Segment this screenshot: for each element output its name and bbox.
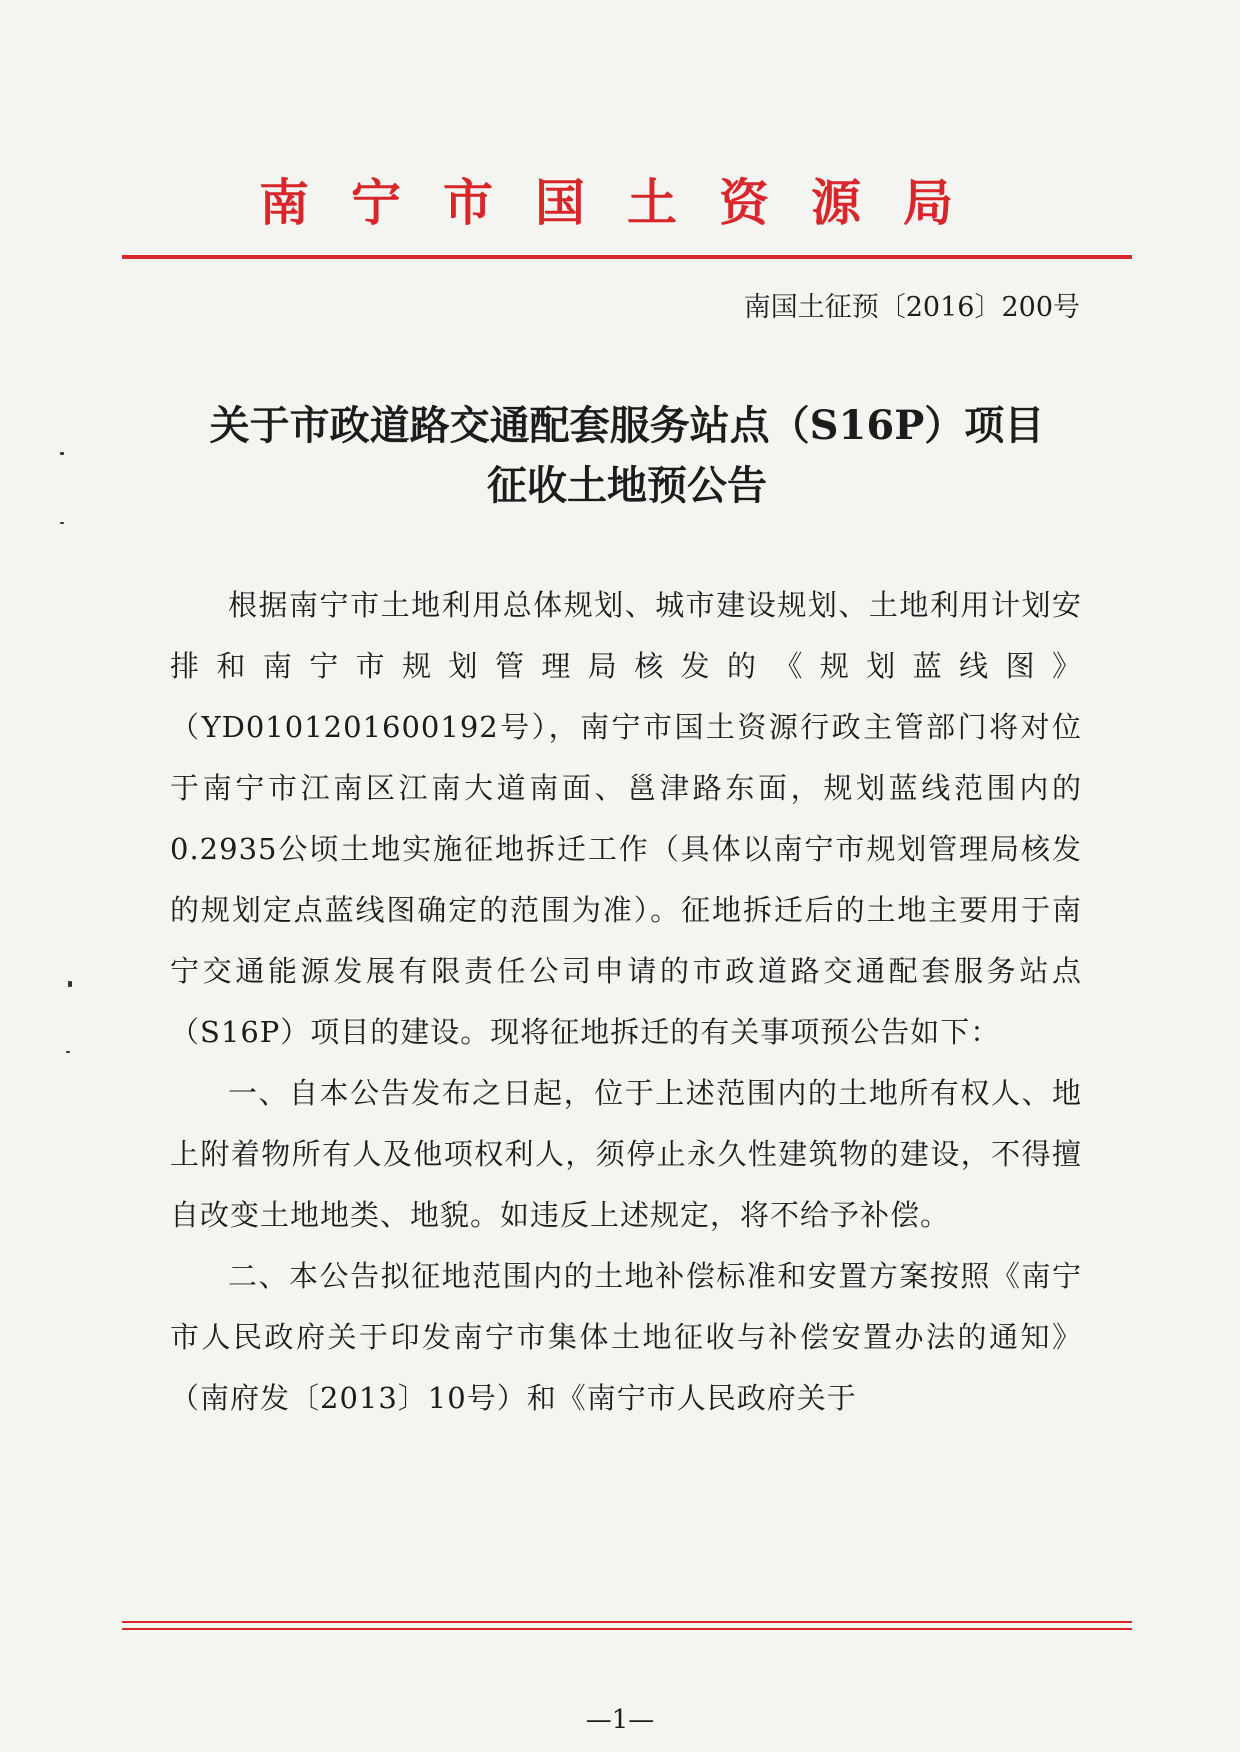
page-number: —1—	[585, 1705, 655, 1735]
scan-speck	[68, 981, 72, 987]
footer-red-rule-top	[122, 1621, 1132, 1623]
footer-red-rule-bottom	[122, 1628, 1132, 1630]
body-paragraph-item-2: 二、本公告拟征地范围内的土地补偿标准和安置方案按照《南宁市人民政府关于印发南宁市集体土地征收与补偿安置办法的通知》（南府发〔2013〕10号）和《南宁市人民政府关于	[170, 1259, 1082, 1415]
issuing-organization: 南宁市国土资源局	[259, 173, 995, 232]
notice-body	[170, 575, 1082, 1429]
body-paragraph-intro: 根据南宁市土地利用总体规划、城市建设规划、土地利用计划安排和南宁市规划管理局核发的《规划蓝线图》（YD0101201600192号），南宁市国土资源行政主管部门将对位于南宁市江南区江南大道南面、邕津路东面，规划蓝线范围内的0.2935公顷土地实施征地拆迁工作（具体以南宁市规划管理局核发的规划定点蓝线图确定的范围为准）。征地拆迁后的土地主要用于南宁交通能源发展有限责任公司申请的市政道路交通配套服务站点（S16P）项目的建设。现将征地拆迁的有关事项预公告如下：	[170, 588, 1082, 1049]
scan-speck	[66, 1051, 70, 1053]
scan-speck	[60, 522, 64, 524]
title-line-2: 征收土地预公告	[487, 462, 767, 509]
title-line-1: 关于市政道路交通配套服务站点（S16P）项目	[209, 402, 1045, 449]
header-red-rule	[122, 255, 1132, 259]
scan-speck	[60, 452, 64, 455]
body-paragraph-item-1: 一、自本公告发布之日起，位于上述范围内的土地所有权人、地上附着物所有人及他项权利人，须停止永久性建筑物的建设，不得擅自改变土地地类、地貌。如违反上述规定，将不给予补偿。	[170, 1076, 1082, 1232]
document-number: 南国土征预〔2016〕200号	[743, 292, 1080, 323]
